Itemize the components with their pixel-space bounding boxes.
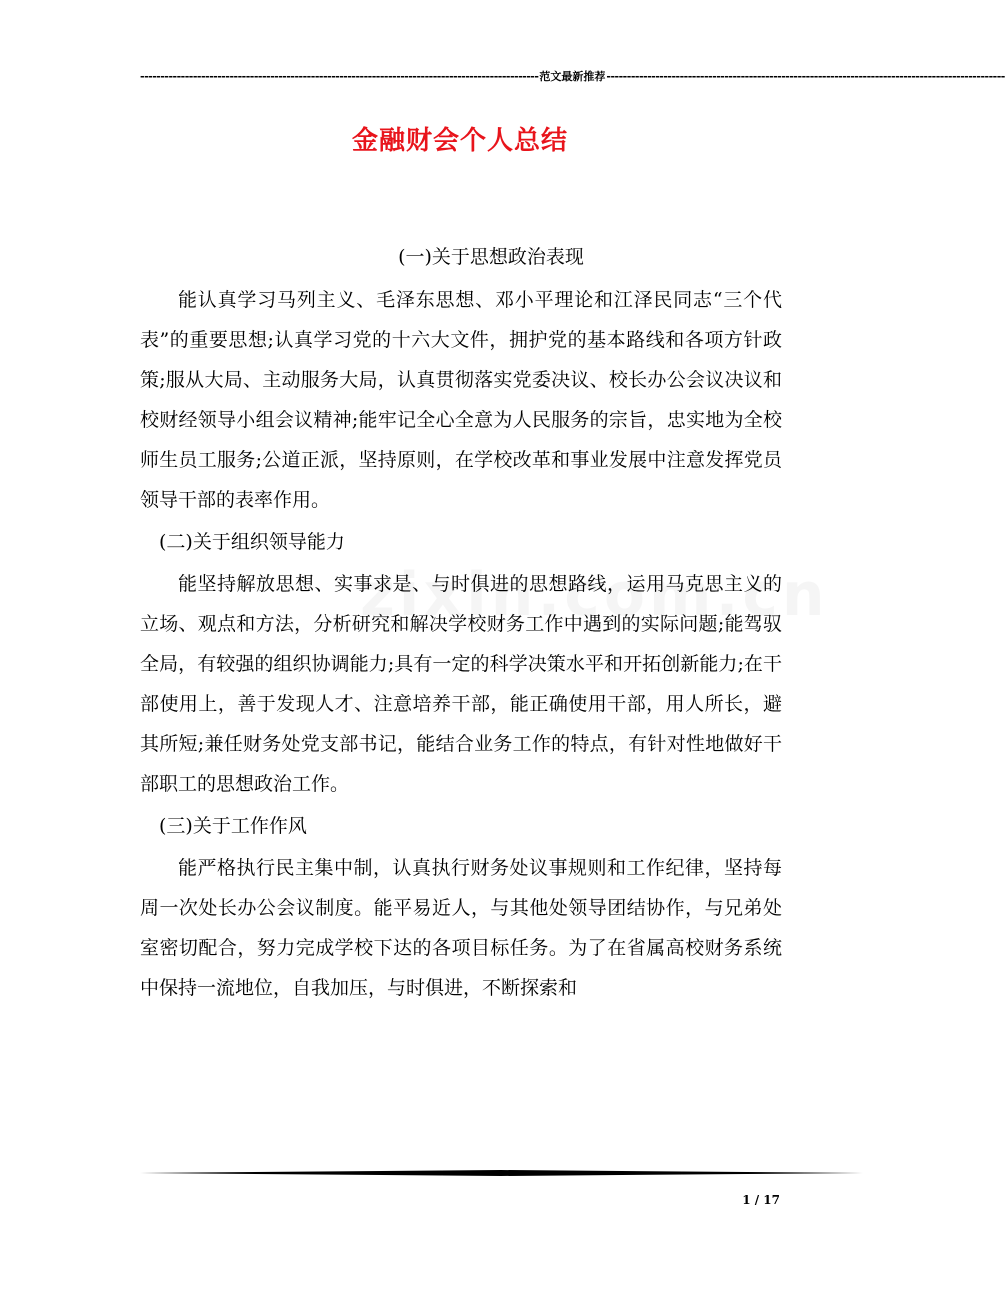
section-heading-3: (三)关于工作作风 <box>159 815 307 837</box>
section-paragraph-2: 能坚持解放思想、实事求是、与时俱进的思想路线，运用马克思主义的立场、观点和方法，分析研究和解决学校财务工作中遇到的实际问题;能驾驭全局，有较强的组织协调能力;具有一定的科学决策水平和开拓创新能力;在干部使用上，善于发现人才、注意培养干部，能正确使用干部，用人所长，避其所短;兼任财务处党支部书记，能结合业务工作的特点，有针对性地做好干部职工的思想政治工作。 <box>140 573 782 795</box>
banner-dashes-left: -------------------------------------------------------------------------------------------------- <box>140 69 539 83</box>
section-heading-2: (二)关于组织领导能力 <box>159 531 345 553</box>
document-body <box>140 234 782 1008</box>
page-number: 1 / 17 <box>742 1193 780 1207</box>
top-banner <box>140 68 1005 84</box>
banner-label: 范文最新推荐 <box>539 70 606 83</box>
section-paragraph-3: 能严格执行民主集中制，认真执行财务处议事规则和工作纪律，坚持每周一次处长办公会议制度。能平易近人，与其他处领导团结协作，与兄弟处室密切配合，努力完成学校下达的各项目标任务。为了在省属高校财务系统中保持一流地位，自我加压，与时俱进，不断探索和 <box>140 857 782 999</box>
section-paragraph-1: 能认真学习马列主义、毛泽东思想、邓小平理论和江泽民同志“三个代表”的重要思想;认真学习党的十六大文件，拥护党的基本路线和各项方针政策;服从大局、主动服务大局，认真贯彻落实党委决议、校长办公会议决议和校财经领导小组会议精神;能牢记全心全意为人民服务的宗旨，忠实地为全校师生员工服务;公道正派，坚持原则，在学校改革和事业发展中注意发挥党员领导干部的表率作用。 <box>140 289 782 511</box>
document-title: 金融财会个人总结 <box>351 126 568 156</box>
section-heading-1: (一)关于思想政治表现 <box>398 246 584 268</box>
bottom-rule <box>140 1170 863 1176</box>
banner-dashes-right: -------------------------------------------------------------------------------------------------- <box>606 69 1005 83</box>
